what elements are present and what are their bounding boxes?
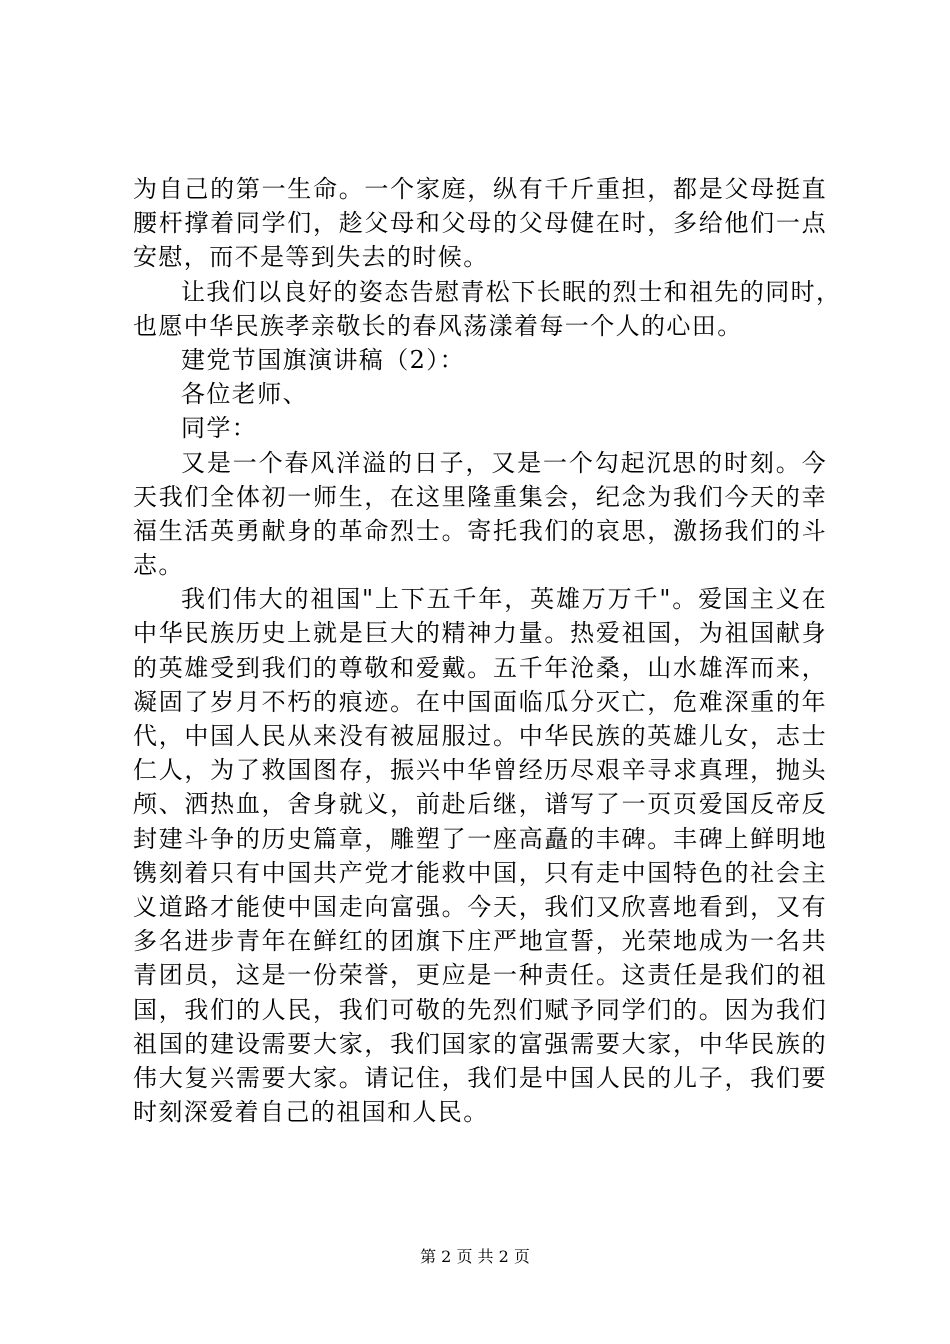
text-line: 伟大复兴需要大家。请记住，我们是中国人民的儿子，我们要 <box>133 1063 827 1092</box>
page-footer: 第 2 页 共 2 页 <box>420 1247 530 1266</box>
text-line: 为自己的第一生命。一个家庭，纵有千斤重担，都是父母挺直 <box>133 175 827 203</box>
text-line: 建党节国旗演讲稿（2）： <box>181 345 466 374</box>
text-line: 又是一个春风洋溢的日子，又是一个勾起沉思的时刻。今 <box>181 448 827 477</box>
text-line: 颅、洒热血，舍身就义，前赴后继，谱写了一页页爱国反帝反 <box>133 790 827 819</box>
text-line: 凝固了岁月不朽的痕迹。在中国面临瓜分灭亡，危难深重的年 <box>133 687 827 716</box>
text-line: 镌刻着只有中国共产党才能救中国，只有走中国特色的社会主 <box>133 858 827 887</box>
text-line: 义道路才能使中国走向富强。今天，我们又欣喜地看到，又有 <box>133 892 827 921</box>
text-line: 仁人，为了救国图存，振兴中华曾经历尽艰辛寻求真理，抛头 <box>133 756 827 785</box>
document-body <box>133 172 842 1129</box>
text-line: 同学： <box>181 414 258 443</box>
text-line: 让我们以良好的姿态告慰青松下长眠的烈士和祖先的同时， <box>181 277 842 306</box>
text-line: 福生活英勇献身的革命烈士。寄托我们的哀思，激扬我们的斗 <box>133 516 827 545</box>
text-line: 封建斗争的历史篇章，雕塑了一座高矗的丰碑。丰碑上鲜明地 <box>133 824 827 853</box>
text-line: 腰杆撑着同学们，趁父母和父母的父母健在时，多给他们一点 <box>133 209 827 238</box>
text-line: 我们伟大的祖国"上下五千年，英雄万万千"。爱国主义在 <box>181 585 827 614</box>
text-line: 多名进步青年在鲜红的团旗下庄严地宣誓，光荣地成为一名共 <box>133 927 827 956</box>
text-line: 时刻深爱着自己的祖国和人民。 <box>133 1098 489 1127</box>
text-line: 也愿中华民族孝亲敬长的春风荡漾着每一个人的心田。 <box>133 311 743 340</box>
text-line: 国，我们的人民，我们可敬的先烈们赋予同学们的。因为我们 <box>133 995 827 1024</box>
text-line: 中华民族历史上就是巨大的精神力量。热爱祖国，为祖国献身 <box>133 619 827 648</box>
text-line: 代，中国人民从来没有被屈服过。中华民族的英雄儿女，志士 <box>133 722 827 750</box>
text-line: 的英雄受到我们的尊敬和爱戴。五千年沧桑，山水雄浑而来， <box>133 653 827 682</box>
text-line: 祖国的建设需要大家，我们国家的富强需要大家，中华民族的 <box>133 1029 827 1058</box>
text-line: 天我们全体初一师生，在这里隆重集会，纪念为我们今天的幸 <box>133 482 827 511</box>
text-line: 各位老师、 <box>181 380 308 409</box>
text-line: 青团员，这是一份荣誉，更应是一种责任。这责任是我们的祖 <box>133 961 827 990</box>
text-line: 志。 <box>133 551 184 580</box>
text-line: 安慰，而不是等到失去的时候。 <box>133 243 489 272</box>
